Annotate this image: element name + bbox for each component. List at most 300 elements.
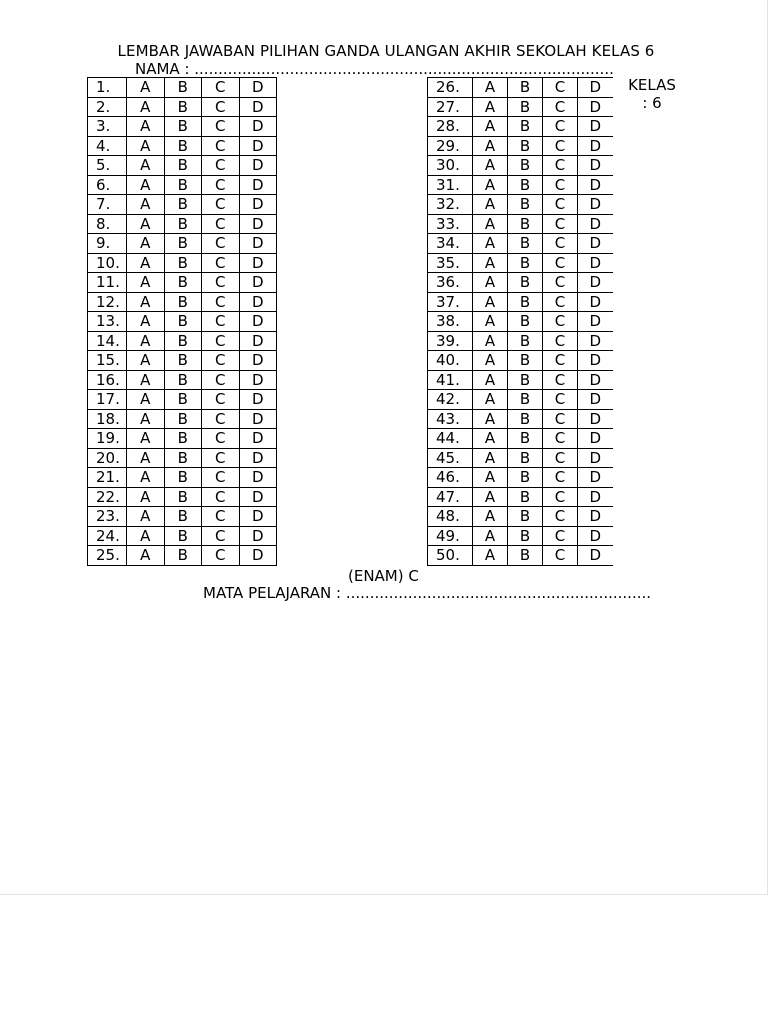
answer-option-b[interactable]: B xyxy=(164,351,202,371)
answer-option-b[interactable]: B xyxy=(508,97,543,117)
class-label xyxy=(622,76,682,112)
answer-option-a[interactable]: A xyxy=(473,117,508,137)
answer-option-a[interactable]: A xyxy=(127,331,165,351)
answer-option-c[interactable]: C xyxy=(202,468,240,488)
answer-row xyxy=(88,136,277,156)
answer-row xyxy=(88,448,277,468)
answer-option-b[interactable]: B xyxy=(508,136,543,156)
answer-option-c[interactable]: C xyxy=(202,214,240,234)
answer-option-b[interactable]: B xyxy=(508,78,543,98)
answer-option-a[interactable]: A xyxy=(473,273,508,293)
answer-row xyxy=(428,78,613,98)
answer-option-c[interactable]: C xyxy=(543,195,578,215)
answer-option-c[interactable]: C xyxy=(202,390,240,410)
answer-table-left xyxy=(87,77,277,566)
answer-option-c[interactable]: C xyxy=(202,526,240,546)
question-number: 45. xyxy=(428,448,473,468)
answer-option-b[interactable]: B xyxy=(164,546,202,566)
answer-option-d[interactable]: D xyxy=(578,136,613,156)
answer-option-a[interactable]: A xyxy=(127,409,165,429)
answer-option-b[interactable]: B xyxy=(164,175,202,195)
question-number: 50. xyxy=(428,546,473,566)
answer-option-a[interactable]: A xyxy=(473,429,508,449)
answer-row xyxy=(428,253,613,273)
answer-option-a[interactable]: A xyxy=(127,117,165,137)
answer-option-d[interactable]: D xyxy=(578,175,613,195)
answer-option-a[interactable]: A xyxy=(127,273,165,293)
answer-option-c[interactable]: C xyxy=(543,78,578,98)
question-number: 2. xyxy=(88,97,127,117)
answer-option-b[interactable]: B xyxy=(508,526,543,546)
answer-option-d[interactable]: D xyxy=(578,117,613,137)
answer-row xyxy=(428,390,613,410)
answer-row xyxy=(88,312,277,332)
answer-row xyxy=(428,468,613,488)
answer-option-a[interactable]: A xyxy=(127,234,165,254)
answer-option-c[interactable]: C xyxy=(202,292,240,312)
answer-row xyxy=(428,487,613,507)
class-label-value: : 6 xyxy=(642,94,662,112)
answer-option-b[interactable]: B xyxy=(508,487,543,507)
answer-option-d[interactable]: D xyxy=(578,156,613,176)
question-number: 5. xyxy=(88,156,127,176)
answer-option-c[interactable]: C xyxy=(202,117,240,137)
question-number: 42. xyxy=(428,390,473,410)
answer-row xyxy=(88,546,277,566)
question-number: 30. xyxy=(428,156,473,176)
question-number: 27. xyxy=(428,97,473,117)
answer-row xyxy=(428,448,613,468)
answer-option-c[interactable]: C xyxy=(543,253,578,273)
question-number: 16. xyxy=(88,370,127,390)
answer-option-a[interactable]: A xyxy=(473,312,508,332)
answer-option-b[interactable]: B xyxy=(508,292,543,312)
answer-option-b[interactable]: B xyxy=(164,292,202,312)
answer-option-c[interactable]: C xyxy=(543,487,578,507)
answer-option-a[interactable]: A xyxy=(473,97,508,117)
answer-option-c[interactable]: C xyxy=(202,546,240,566)
question-number: 41. xyxy=(428,370,473,390)
answer-option-d[interactable]: D xyxy=(578,312,613,332)
question-number: 38. xyxy=(428,312,473,332)
answer-option-a[interactable]: A xyxy=(473,292,508,312)
answer-option-d[interactable]: D xyxy=(239,351,277,371)
answer-row xyxy=(88,195,277,215)
answer-option-b[interactable]: B xyxy=(164,273,202,293)
answer-option-d[interactable]: D xyxy=(578,448,613,468)
answer-option-a[interactable]: A xyxy=(127,526,165,546)
answer-option-d[interactable]: D xyxy=(239,429,277,449)
answer-row xyxy=(428,429,613,449)
subject-field-line: MATA PELAJARAN : ................................................................ xyxy=(203,584,652,602)
answer-row xyxy=(88,507,277,527)
answer-option-d[interactable]: D xyxy=(578,273,613,293)
answer-option-c[interactable]: C xyxy=(202,97,240,117)
question-number: 44. xyxy=(428,429,473,449)
question-number: 24. xyxy=(88,526,127,546)
sheet-title xyxy=(0,42,768,60)
answer-option-a[interactable]: A xyxy=(473,234,508,254)
answer-option-b[interactable]: B xyxy=(164,312,202,332)
answer-option-c[interactable]: C xyxy=(543,429,578,449)
answer-option-b[interactable]: B xyxy=(164,331,202,351)
answer-option-d[interactable]: D xyxy=(239,273,277,293)
answer-option-b[interactable]: B xyxy=(164,156,202,176)
answer-option-d[interactable]: D xyxy=(239,507,277,527)
answer-option-c[interactable]: C xyxy=(543,156,578,176)
answer-option-a[interactable]: A xyxy=(127,136,165,156)
answer-option-d[interactable]: D xyxy=(239,468,277,488)
answer-option-d[interactable]: D xyxy=(239,136,277,156)
answer-row xyxy=(88,487,277,507)
answer-option-d[interactable]: D xyxy=(239,409,277,429)
answer-row xyxy=(88,390,277,410)
answer-option-d[interactable]: D xyxy=(578,409,613,429)
answer-option-c[interactable]: C xyxy=(543,97,578,117)
answer-row xyxy=(88,234,277,254)
answer-option-b[interactable]: B xyxy=(164,253,202,273)
answer-option-d[interactable]: D xyxy=(239,234,277,254)
answer-option-a[interactable]: A xyxy=(473,468,508,488)
answer-option-a[interactable]: A xyxy=(473,195,508,215)
name-field-line: NAMA : ........................................................................................ xyxy=(135,60,614,78)
answer-option-b[interactable]: B xyxy=(508,351,543,371)
answer-option-d[interactable]: D xyxy=(578,468,613,488)
answer-option-c[interactable]: C xyxy=(202,253,240,273)
answer-option-b[interactable]: B xyxy=(508,253,543,273)
answer-row xyxy=(88,331,277,351)
answer-option-c[interactable]: C xyxy=(202,136,240,156)
answer-option-d[interactable]: D xyxy=(239,253,277,273)
answer-option-a[interactable]: A xyxy=(473,253,508,273)
answer-option-c[interactable]: C xyxy=(202,409,240,429)
answer-row xyxy=(428,526,613,546)
answer-option-c[interactable]: C xyxy=(543,448,578,468)
answer-option-c[interactable]: C xyxy=(202,507,240,527)
answer-option-c[interactable]: C xyxy=(543,409,578,429)
answer-option-b[interactable]: B xyxy=(508,195,543,215)
answer-option-b[interactable]: B xyxy=(164,214,202,234)
answer-option-c[interactable]: C xyxy=(202,487,240,507)
answer-option-d[interactable]: D xyxy=(578,292,613,312)
answer-option-b[interactable]: B xyxy=(164,234,202,254)
answer-option-d[interactable]: D xyxy=(239,370,277,390)
answer-row xyxy=(428,97,613,117)
answer-option-a[interactable]: A xyxy=(473,487,508,507)
answer-option-c[interactable]: C xyxy=(202,175,240,195)
answer-row xyxy=(88,526,277,546)
question-number: 14. xyxy=(88,331,127,351)
question-number: 23. xyxy=(88,507,127,527)
question-number: 12. xyxy=(88,292,127,312)
answer-option-b[interactable]: B xyxy=(164,507,202,527)
answer-option-c[interactable]: C xyxy=(543,468,578,488)
answer-option-d[interactable]: D xyxy=(239,546,277,566)
answer-option-d[interactable]: D xyxy=(578,507,613,527)
answer-option-c[interactable]: C xyxy=(202,448,240,468)
question-number: 37. xyxy=(428,292,473,312)
question-number: 33. xyxy=(428,214,473,234)
answer-option-b[interactable]: B xyxy=(164,526,202,546)
answer-option-d[interactable]: D xyxy=(239,214,277,234)
answer-row xyxy=(428,234,613,254)
question-number: 25. xyxy=(88,546,127,566)
answer-option-b[interactable]: B xyxy=(508,448,543,468)
answer-option-b[interactable]: B xyxy=(508,390,543,410)
answer-option-a[interactable]: A xyxy=(127,370,165,390)
answer-option-c[interactable]: C xyxy=(543,370,578,390)
answer-option-d[interactable]: D xyxy=(239,78,277,98)
answer-option-d[interactable]: D xyxy=(239,312,277,332)
answer-option-c[interactable]: C xyxy=(543,273,578,293)
question-number: 31. xyxy=(428,175,473,195)
answer-option-a[interactable]: A xyxy=(127,97,165,117)
answer-option-b[interactable]: B xyxy=(508,331,543,351)
answer-row xyxy=(88,370,277,390)
answer-option-b[interactable]: B xyxy=(164,195,202,215)
answer-option-d[interactable]: D xyxy=(578,97,613,117)
question-number: 22. xyxy=(88,487,127,507)
answer-option-d[interactable]: D xyxy=(239,156,277,176)
answer-option-b[interactable]: B xyxy=(164,117,202,137)
answer-option-a[interactable]: A xyxy=(127,253,165,273)
answer-option-c[interactable]: C xyxy=(543,312,578,332)
answer-option-a[interactable]: A xyxy=(127,448,165,468)
answer-option-a[interactable]: A xyxy=(473,409,508,429)
answer-option-c[interactable]: C xyxy=(202,156,240,176)
question-number: 4. xyxy=(88,136,127,156)
answer-option-b[interactable]: B xyxy=(508,312,543,332)
question-number: 13. xyxy=(88,312,127,332)
answer-option-b[interactable]: B xyxy=(508,214,543,234)
answer-option-b[interactable]: B xyxy=(508,234,543,254)
answer-option-c[interactable]: C xyxy=(202,331,240,351)
answer-option-b[interactable]: B xyxy=(164,78,202,98)
answer-option-a[interactable]: A xyxy=(473,370,508,390)
sheet-title-text: LEMBAR JAWABAN PILIHAN GANDA ULANGAN AKHIR SEKOLAH KELAS 6 xyxy=(117,42,655,60)
question-number: 48. xyxy=(428,507,473,527)
answer-option-a[interactable]: A xyxy=(127,214,165,234)
question-number: 36. xyxy=(428,273,473,293)
answer-option-a[interactable]: A xyxy=(473,390,508,410)
answer-option-b[interactable]: B xyxy=(164,370,202,390)
answer-option-c[interactable]: C xyxy=(543,175,578,195)
answer-option-c[interactable]: C xyxy=(543,331,578,351)
question-number: 47. xyxy=(428,487,473,507)
class-word-line: (ENAM) C xyxy=(348,567,419,585)
answer-option-b[interactable]: B xyxy=(164,429,202,449)
answer-option-c[interactable]: C xyxy=(543,507,578,527)
answer-option-b[interactable]: B xyxy=(508,429,543,449)
answer-option-a[interactable]: A xyxy=(127,195,165,215)
answer-row xyxy=(428,156,613,176)
answer-option-a[interactable]: A xyxy=(127,156,165,176)
answer-option-c[interactable]: C xyxy=(543,351,578,371)
answer-option-d[interactable]: D xyxy=(239,175,277,195)
answer-option-a[interactable]: A xyxy=(127,487,165,507)
question-number: 28. xyxy=(428,117,473,137)
question-number: 1. xyxy=(88,78,127,98)
answer-option-c[interactable]: C xyxy=(202,195,240,215)
answer-option-a[interactable]: A xyxy=(473,78,508,98)
answer-option-b[interactable]: B xyxy=(164,97,202,117)
answer-option-c[interactable]: C xyxy=(202,78,240,98)
question-number: 32. xyxy=(428,195,473,215)
answer-option-c[interactable]: C xyxy=(543,292,578,312)
answer-option-c[interactable]: C xyxy=(543,546,578,566)
answer-option-d[interactable]: D xyxy=(239,292,277,312)
question-number: 3. xyxy=(88,117,127,137)
answer-option-b[interactable]: B xyxy=(508,175,543,195)
question-number: 43. xyxy=(428,409,473,429)
answer-option-b[interactable]: B xyxy=(508,273,543,293)
answer-option-c[interactable]: C xyxy=(202,429,240,449)
answer-table-right xyxy=(427,77,613,566)
answer-row xyxy=(428,195,613,215)
answer-option-a[interactable]: A xyxy=(473,507,508,527)
answer-option-d[interactable]: D xyxy=(578,487,613,507)
answer-row xyxy=(428,409,613,429)
answer-option-c[interactable]: C xyxy=(543,214,578,234)
answer-row xyxy=(428,331,613,351)
answer-option-d[interactable]: D xyxy=(578,214,613,234)
answer-row xyxy=(428,136,613,156)
question-number: 21. xyxy=(88,468,127,488)
answer-option-d[interactable]: D xyxy=(239,448,277,468)
answer-row xyxy=(428,292,613,312)
class-label-word: KELAS xyxy=(628,76,676,94)
answer-option-c[interactable]: C xyxy=(543,526,578,546)
answer-option-a[interactable]: A xyxy=(473,156,508,176)
question-number: 39. xyxy=(428,331,473,351)
answer-option-b[interactable]: B xyxy=(508,546,543,566)
answer-option-a[interactable]: A xyxy=(127,390,165,410)
answer-option-d[interactable]: D xyxy=(578,234,613,254)
answer-option-c[interactable]: C xyxy=(543,234,578,254)
answer-row xyxy=(88,214,277,234)
answer-option-a[interactable]: A xyxy=(127,507,165,527)
answer-option-a[interactable]: A xyxy=(127,351,165,371)
answer-option-c[interactable]: C xyxy=(543,117,578,137)
answer-option-b[interactable]: B xyxy=(164,136,202,156)
answer-row xyxy=(428,351,613,371)
answer-option-a[interactable]: A xyxy=(473,175,508,195)
answer-option-b[interactable]: B xyxy=(508,409,543,429)
answer-option-c[interactable]: C xyxy=(543,136,578,156)
answer-option-a[interactable]: A xyxy=(127,175,165,195)
answer-option-b[interactable]: B xyxy=(508,370,543,390)
question-number: 49. xyxy=(428,526,473,546)
answer-option-a[interactable]: A xyxy=(127,546,165,566)
answer-option-a[interactable]: A xyxy=(127,292,165,312)
answer-option-a[interactable]: A xyxy=(473,331,508,351)
answer-option-d[interactable]: D xyxy=(578,195,613,215)
answer-row xyxy=(428,370,613,390)
question-number: 26. xyxy=(428,78,473,98)
question-number: 11. xyxy=(88,273,127,293)
answer-row xyxy=(428,273,613,293)
answer-option-d[interactable]: D xyxy=(239,97,277,117)
answer-option-a[interactable]: A xyxy=(127,78,165,98)
question-number: 34. xyxy=(428,234,473,254)
answer-option-d[interactable]: D xyxy=(578,351,613,371)
answer-row xyxy=(88,253,277,273)
question-number: 15. xyxy=(88,351,127,371)
answer-option-d[interactable]: D xyxy=(578,526,613,546)
answer-option-b[interactable]: B xyxy=(164,409,202,429)
answer-row xyxy=(88,78,277,98)
answer-option-d[interactable]: D xyxy=(578,429,613,449)
answer-option-a[interactable]: A xyxy=(473,448,508,468)
answer-option-b[interactable]: B xyxy=(164,468,202,488)
answer-option-b[interactable]: B xyxy=(508,468,543,488)
question-number: 9. xyxy=(88,234,127,254)
answer-row xyxy=(428,175,613,195)
answer-row xyxy=(88,156,277,176)
answer-option-c[interactable]: C xyxy=(202,234,240,254)
answer-option-a[interactable]: A xyxy=(473,351,508,371)
answer-option-c[interactable]: C xyxy=(202,351,240,371)
answer-option-c[interactable]: C xyxy=(202,370,240,390)
answer-option-b[interactable]: B xyxy=(508,156,543,176)
answer-row xyxy=(88,175,277,195)
answer-option-c[interactable]: C xyxy=(202,312,240,332)
answer-option-a[interactable]: A xyxy=(473,546,508,566)
answer-row xyxy=(88,351,277,371)
answer-option-a[interactable]: A xyxy=(473,526,508,546)
answer-row xyxy=(88,468,277,488)
answer-option-d[interactable]: D xyxy=(578,78,613,98)
answer-option-d[interactable]: D xyxy=(239,390,277,410)
answer-option-a[interactable]: A xyxy=(127,429,165,449)
answer-option-b[interactable]: B xyxy=(164,487,202,507)
answer-row xyxy=(88,273,277,293)
answer-option-d[interactable]: D xyxy=(239,526,277,546)
answer-option-d[interactable]: D xyxy=(239,195,277,215)
answer-option-d[interactable]: D xyxy=(239,487,277,507)
question-number: 19. xyxy=(88,429,127,449)
question-number: 17. xyxy=(88,390,127,410)
answer-row xyxy=(88,409,277,429)
answer-option-d[interactable]: D xyxy=(578,390,613,410)
answer-row xyxy=(428,117,613,137)
answer-option-a[interactable]: A xyxy=(473,136,508,156)
answer-option-c[interactable]: C xyxy=(543,390,578,410)
question-number: 35. xyxy=(428,253,473,273)
answer-option-b[interactable]: B xyxy=(164,390,202,410)
answer-row xyxy=(88,117,277,137)
answer-row xyxy=(428,546,613,566)
question-number: 8. xyxy=(88,214,127,234)
answer-option-d[interactable]: D xyxy=(239,331,277,351)
answer-option-c[interactable]: C xyxy=(202,273,240,293)
question-number: 40. xyxy=(428,351,473,371)
answer-option-d[interactable]: D xyxy=(578,331,613,351)
answer-option-d[interactable]: D xyxy=(578,546,613,566)
answer-row xyxy=(428,507,613,527)
question-number: 6. xyxy=(88,175,127,195)
answer-option-a[interactable]: A xyxy=(473,214,508,234)
answer-option-d[interactable]: D xyxy=(578,370,613,390)
answer-option-b[interactable]: B xyxy=(508,117,543,137)
answer-option-d[interactable]: D xyxy=(239,117,277,137)
question-number: 7. xyxy=(88,195,127,215)
answer-option-a[interactable]: A xyxy=(127,468,165,488)
answer-option-a[interactable]: A xyxy=(127,312,165,332)
answer-option-b[interactable]: B xyxy=(508,507,543,527)
answer-option-b[interactable]: B xyxy=(164,448,202,468)
answer-option-d[interactable]: D xyxy=(578,253,613,273)
